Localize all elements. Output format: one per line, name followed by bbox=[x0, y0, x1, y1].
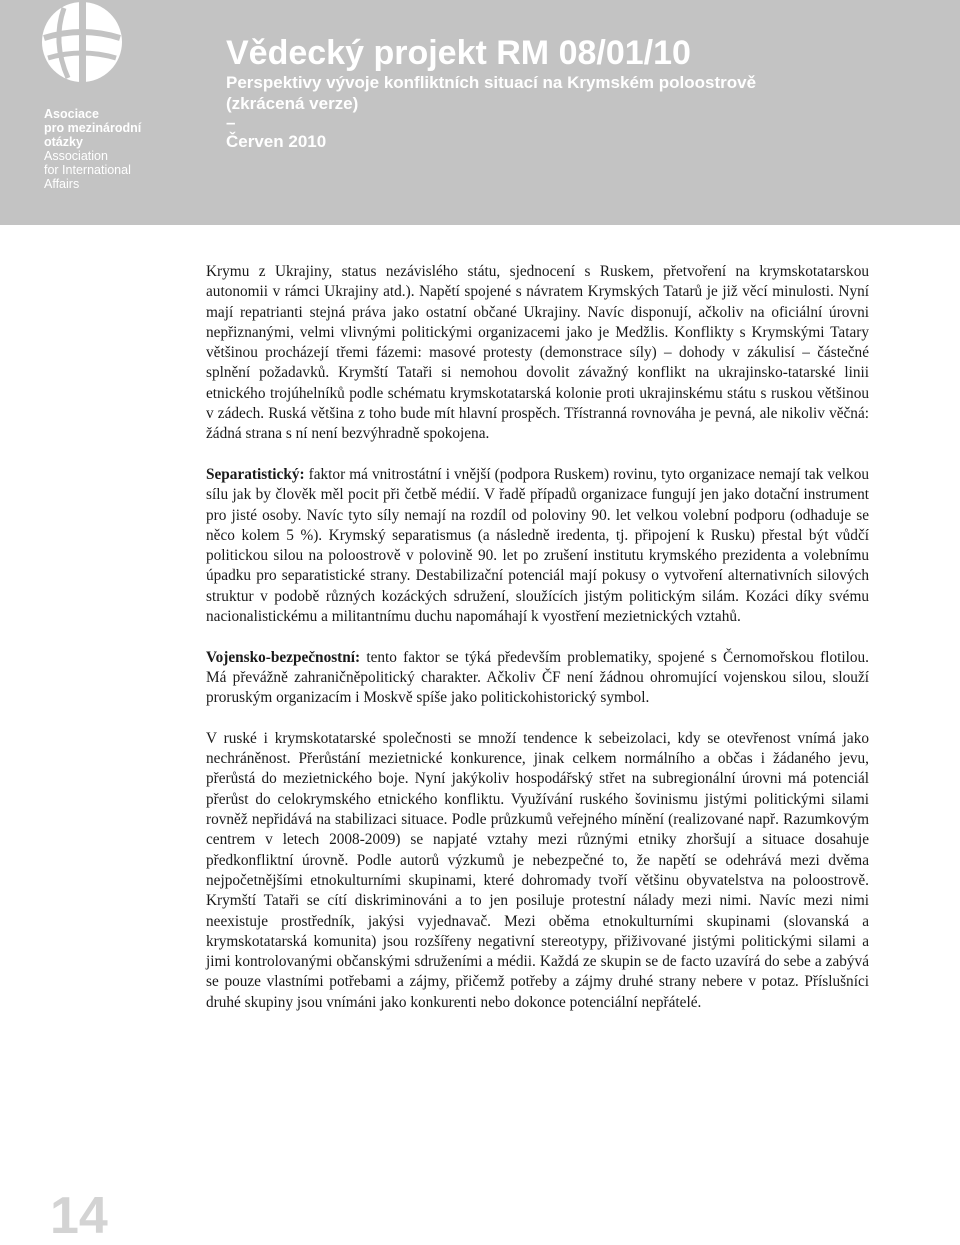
org-line-en: Association bbox=[44, 149, 108, 163]
page-header bbox=[0, 0, 960, 225]
document-title: Vědecký projekt RM 08/01/10 bbox=[226, 34, 691, 72]
paragraph: V ruské i krymskotatarské společnosti se množí tendence k sebeizolaci, kdy se otevřenost vnímá jako nechráněnost. Přerůstání mezietnické konkurence, jinak celkem normálního a občas i žádaného jevu, přerůstá do mezietnického boje. Nyní jakýkoliv hospodářský střet na subregionální úrovni má potenciál přerůst do celokrymského etnického konfliktu. Využívání ruského šovinismu jistými politickými silami rovněž nepřidává na stabilizaci situace. Podle průzkumů veřejného mínění (realizované např. Razumkovým centrem v letech 2008-2009) se napjaté vztahy mezi různými etniky zhoršují a situace dosahuje předkonfliktní úrovně. Podle autorů výzkumů je nebezpečné to, že napětí se odehrává mezi dvěma nejpočetnějšími etnokulturními skupinami, které dohromady tvoří většinu obyvatelstva na poloostrově. Krymští Tataři se cítí diskriminováni a to jen posiluje protestní nálady mezi nimi. Navíc mezi nimi neexistuje prostředník, jakýsi vyjednavač. Mezi oběma etnokulturními skupinami (slovanská a krymskotatarská komunita) jsou rozšířeny negativní stereotypy, přiživované jistými politickými silami a jimi kontrolovanými občanskými sdruženími a médii. Každá ze skupin se de facto uzavírá do sebe a zabývá se pouze vlastními potřebami a zájmy, přičemž potřeby a zájmy druhé strany nebere v potaz. Příslušníci druhé skupiny jsou vnímáni jako konkurenti nebo dokonce potenciální nepřátelé. bbox=[206, 729, 869, 1011]
document-body bbox=[206, 262, 869, 1033]
paragraph-text: faktor má vnitrostátní i vnější (podpora Ruskem) rovinu, tyto organizace nemají tak velkou sílu jak by člověk měl pocit při četbě médií. V řadě případů organizace fungují jen jako dotační instrument pro jisté osoby. Navíc tyto síly nemají na rozdíl od poloviny 90. let velkou volební podporu (odhaduje se něco kolem 5 %). Krymský separatismus (a následně iredenta, tj. připojení k Rusku) přestal být vůdčí politickou silou na poloostrově v polovině 90. let po zrušení institutu krymského prezidenta a volebnímu úpadku pro separatistické strany. Destabilizační potenciál mají pokusy o vytvoření alternativních silových struktur v podobě různých kozáckých sdružení, sloužících jistým politickým silám. Kozáci díky svému nacionalistickému a militantnímu duchu napomáhají k vyostření mezietnických vztahů. bbox=[206, 465, 869, 626]
document-subtitle: Perspektivy vývoje konfliktních situací na Krymském poloostrově bbox=[226, 73, 757, 92]
paragraph bbox=[206, 465, 869, 627]
paragraph-lead: Vojensko-bezpečnostní: bbox=[206, 648, 361, 666]
page-number: 14 bbox=[50, 1187, 108, 1245]
paragraph-lead: Separatistický: bbox=[206, 465, 305, 483]
org-line: otázky bbox=[44, 135, 83, 149]
document-subtitle-version: (zkrácená verze) bbox=[226, 94, 359, 113]
org-line: pro mezinárodní bbox=[44, 121, 142, 135]
org-line: Asociace bbox=[44, 107, 99, 121]
org-line-en: Affairs bbox=[44, 177, 80, 191]
amo-globe-logo-icon bbox=[34, 0, 130, 96]
title-block bbox=[226, 34, 756, 152]
title-dash: – bbox=[226, 113, 236, 132]
document-date: Červen 2010 bbox=[226, 132, 327, 151]
organization-name bbox=[44, 107, 141, 191]
org-line-en: for International bbox=[44, 163, 131, 177]
paragraph-text: tento faktor se týká především problematiky, spojené s Černomořskou flotilou. Má převážně zahraničněpolitický charakter. Ačkoliv ČF není žádnou ohromující vojenskou silou, slouží proruským organizacím i Moskvě spíše jako politickohistorický symbol. bbox=[206, 648, 869, 707]
paragraph: Krymu z Ukrajiny, status nezávislého státu, sjednocení s Ruskem, přetvoření na krymskotatarskou autonomii v rámci Ukrajiny atd.). Napětí spojené s návratem Krymských Tatarů je již věcí minulosti. Nyní mají repatrianti stejná práva jako ostatní občané Ukrajiny. Navíc disponují, ačkoliv na oficiální úrovni nepřiznanými, velmi vlivnými politickými organizacemi jako je Medžlis. Konflikty s Krymskými Tatary většinou procházejí třemi fázemi: masové protesty (demonstrace síly) – dohody v zákulisí – částečné splnění požadavků. Krymští Tataři si nemohou dovolit závažný konflikt na ukrajinsko-tatarské linii etnického trojúhelníků podle schématu krymskotatarská kolonie proti ukrajinskému státu s ruskou většinou v zádech. Ruská většina z toho bude mít hlavní prospěch. Třístranná rovnováha je pevná, ale nikoliv věčná: žádná strana s ní není bezvýhradně spokojena. bbox=[206, 263, 869, 443]
paragraph bbox=[206, 648, 869, 709]
